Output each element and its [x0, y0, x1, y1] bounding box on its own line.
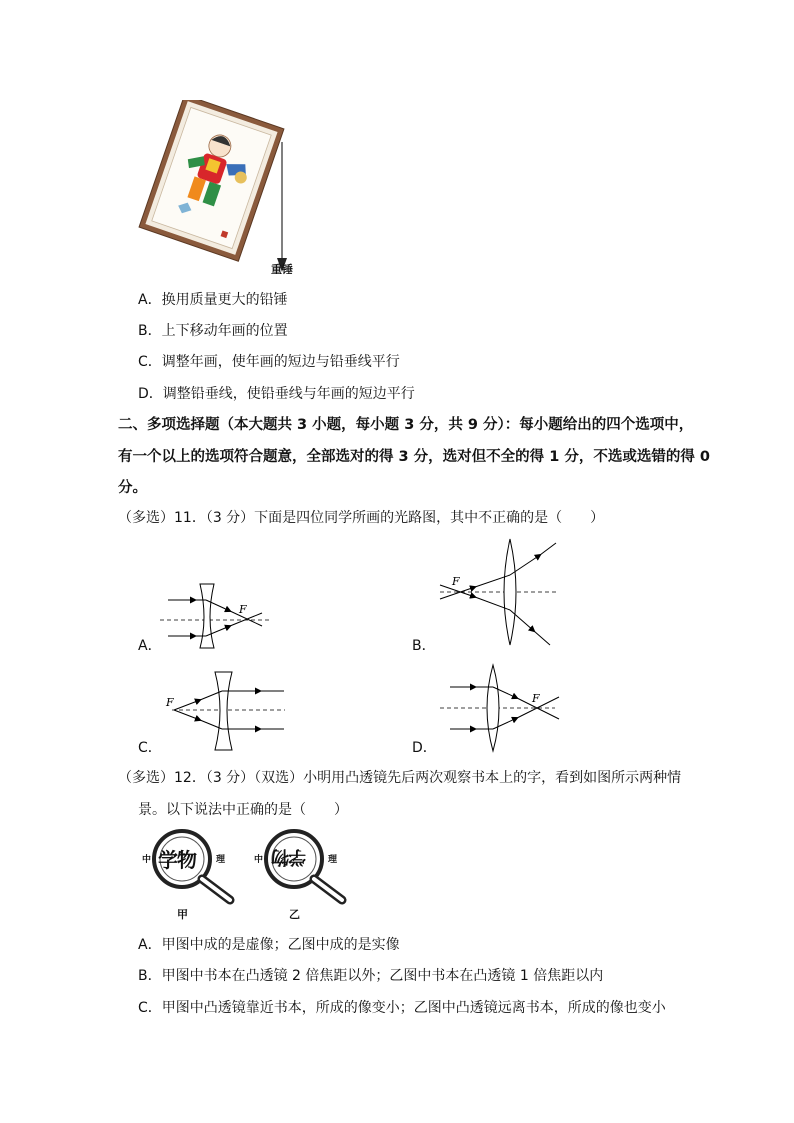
q12-option-c: C．甲图中凸透镜靠近书本，所成的像变小；乙图中凸透镜远离书本，所成的像也变小	[138, 1000, 666, 1016]
q11-label-c: C．	[138, 740, 162, 756]
q11-diagram-c	[160, 668, 290, 758]
q11-label-b: B．	[412, 638, 436, 654]
yi-caption: 乙	[289, 908, 300, 921]
concave-lens	[200, 584, 214, 648]
jia-left-char: 中	[142, 855, 152, 865]
q12-stem-line2: 景。以下说法中正确的是（ ）	[138, 802, 348, 818]
q10-option-a: A．换用质量更大的铅锤	[138, 292, 288, 308]
q11-diagram-d	[435, 662, 565, 754]
q10-option-b: B．上下移动年画的位置	[138, 323, 288, 339]
jia-caption: 甲	[177, 908, 188, 921]
plumb-weight-label: 重锤	[271, 263, 293, 276]
yi-inverted-text: 学物	[272, 846, 306, 867]
jia-right-char: 理	[216, 855, 226, 865]
painting-plumb-figure	[130, 100, 300, 280]
jia-magnified-text: 学物	[158, 848, 196, 872]
focus-label-a: F	[239, 603, 247, 616]
section2-line2: 有一个以上的选项符合题意，全部选对的得 3 分，选对但不全的得 1 分，不选或选错的得 0	[118, 449, 711, 465]
section2-line1: 二、多项选择题（本大题共 3 小题，每小题 3 分，共 9 分）：每小题给出的四个选项中，	[118, 417, 694, 433]
magnifier-jia	[138, 828, 248, 923]
magnifier-yi	[250, 828, 360, 923]
convex-lens	[504, 539, 516, 645]
q11-label-a: A．	[138, 638, 162, 654]
yi-right-char: 理	[328, 855, 338, 865]
q11-diagram-b	[430, 535, 570, 650]
q10-option-c: C．调整年画，使年画的短边与铅垂线平行	[138, 354, 400, 370]
section2-line3: 分。	[118, 480, 147, 496]
yi-left-char: 中	[254, 855, 264, 865]
q12-option-b: B．甲图中书本在凸透镜 2 倍焦距以外；乙图中书本在凸透镜 1 倍焦距以内	[138, 968, 604, 984]
q12-option-a: A．甲图中成的是虚像；乙图中成的是实像	[138, 937, 400, 953]
convex-lens	[487, 665, 499, 751]
focus-label-d: F	[532, 692, 540, 705]
q11-diagram-a	[150, 580, 280, 655]
concave-lens	[215, 672, 232, 750]
q11-stem: （多选）11．（3 分）下面是四位同学所画的光路图，其中不正确的是（ ）	[118, 510, 605, 526]
focus-label-c: F	[166, 696, 174, 709]
q12-stem-line1: （多选）12．（3 分）（双选）小明用凸透镜先后两次观察书本上的字，看到如图所示两种情	[118, 770, 682, 786]
framed-painting	[139, 100, 284, 261]
q11-label-d: D．	[412, 740, 437, 756]
focus-label-b: F	[452, 575, 460, 588]
q10-option-d: D．调整铅垂线，使铅垂线与年画的短边平行	[138, 386, 415, 402]
